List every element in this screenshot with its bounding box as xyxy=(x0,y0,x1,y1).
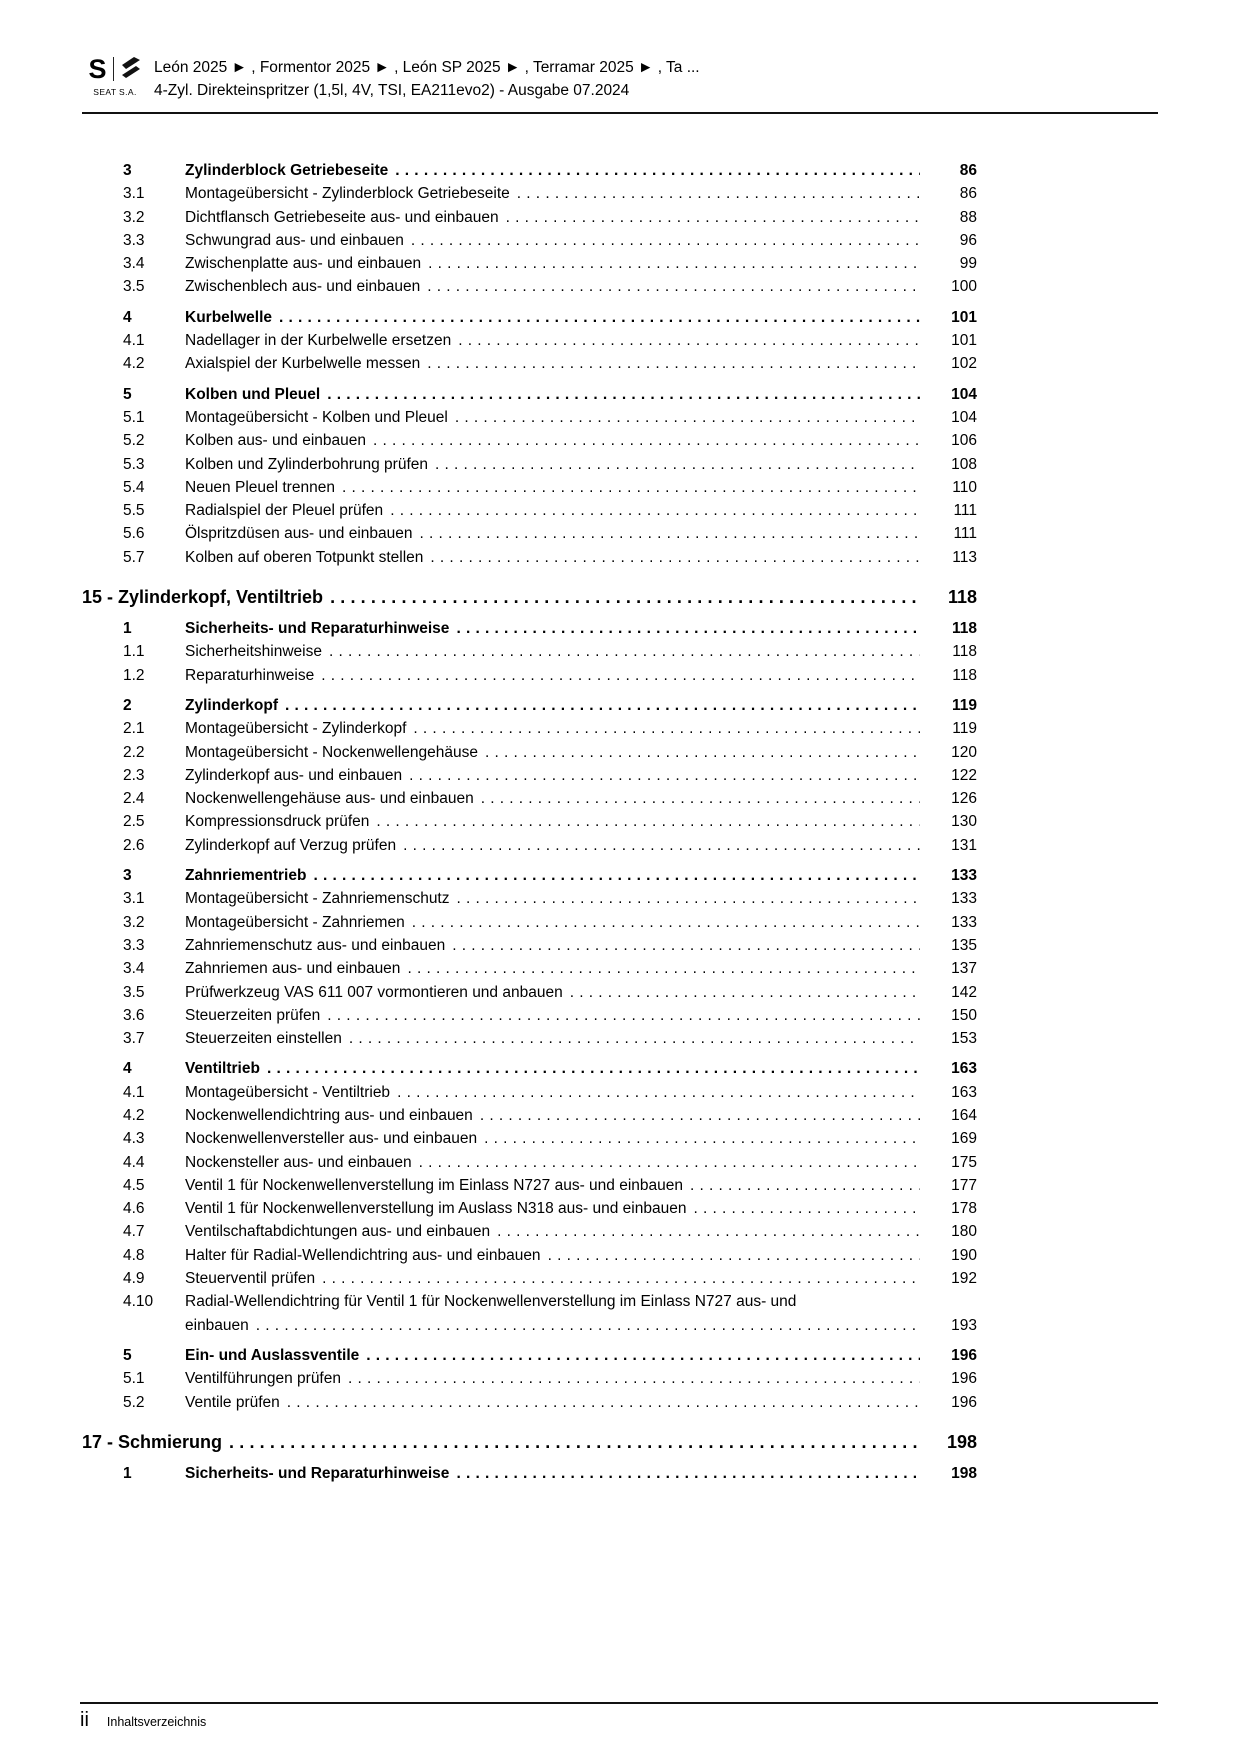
toc-entry-page: 106 xyxy=(951,432,977,450)
toc-entry-title: Neuen Pleuel trennen xyxy=(185,478,335,496)
toc-entry-title: Halter für Radial-Wellendichtring aus- und einbauen xyxy=(185,1246,541,1264)
toc-entry-page: 150 xyxy=(951,1006,977,1024)
toc-entry-page: 196 xyxy=(951,1370,977,1388)
dot-leader xyxy=(449,617,920,640)
dot-leader xyxy=(448,406,920,429)
toc-entry-page: 113 xyxy=(952,548,977,566)
dot-leader xyxy=(406,717,920,740)
toc-entry-page: 101 xyxy=(951,332,977,350)
dot-leader xyxy=(478,741,920,764)
toc-entry-title: Sicherheits- und Reparaturhinweise xyxy=(185,620,450,638)
dot-leader xyxy=(400,957,920,980)
toc-entry-page: 108 xyxy=(951,455,977,473)
toc-entry-number: 2.2 xyxy=(123,743,145,761)
toc-row-item xyxy=(82,1290,977,1337)
toc-entry-title: Zylinderkopf xyxy=(185,696,279,714)
dot-leader xyxy=(383,499,920,522)
toc-entry-title: Zahnriemenschutz aus- und einbauen xyxy=(185,936,446,954)
toc-entry-page: 111 xyxy=(953,502,977,520)
dot-leader xyxy=(249,1314,920,1337)
toc-entry-number: 4.5 xyxy=(123,1176,145,1194)
toc-row-item xyxy=(82,640,977,663)
toc-entry-page: 102 xyxy=(951,355,977,373)
toc-entry-number: 1 xyxy=(123,1464,132,1482)
toc-entry-number: 4.7 xyxy=(123,1223,145,1241)
dot-leader xyxy=(404,229,920,252)
dot-leader xyxy=(412,1151,920,1174)
toc-entry-number: 3.7 xyxy=(123,1030,145,1048)
toc-row-item xyxy=(82,664,977,687)
toc-entry-number: 3.3 xyxy=(123,231,145,249)
toc-entry-title: Sicherheits- und Reparaturhinweise xyxy=(185,1464,450,1482)
toc-entry-number: 3.2 xyxy=(123,208,145,226)
toc-entry-title: Kolben und Pleuel xyxy=(185,385,321,403)
toc-entry-page: 198 xyxy=(946,1431,977,1452)
toc-entry-number: 4.9 xyxy=(123,1270,145,1288)
toc-entry-page: 86 xyxy=(959,162,977,179)
toc-entry-number: 5.4 xyxy=(123,478,145,496)
dot-leader xyxy=(474,787,920,810)
toc-entry-number: 4.4 xyxy=(123,1153,145,1171)
toc-entry-title: Kolben auf oberen Totpunkt stellen xyxy=(185,548,424,566)
seat-logo-marks xyxy=(88,54,141,84)
toc-entry-number: 2.6 xyxy=(123,836,145,854)
toc-entry-number: 3.1 xyxy=(123,185,145,203)
toc-row-item xyxy=(82,1081,977,1104)
header-engine-line: 4-Zyl. Direkteinspritzer (1,5l, 4V, TSI, EA211evo2) - Ausgabe 07.2024 xyxy=(154,82,630,99)
toc-entry-title: Zylinderkopf auf Verzug prüfen xyxy=(185,836,397,854)
toc-row-item xyxy=(82,252,977,275)
table-of-contents xyxy=(82,152,977,1485)
toc-entry-title: 17 - Schmierung xyxy=(82,1431,223,1452)
dot-leader xyxy=(449,1462,920,1485)
toc-row-item xyxy=(82,887,977,910)
toc-entry-title: Kolben aus- und einbauen xyxy=(185,432,366,450)
toc-row-item xyxy=(82,1244,977,1267)
toc-row-section xyxy=(82,1462,977,1485)
dot-leader xyxy=(445,934,920,957)
toc-row-item xyxy=(82,182,977,205)
toc-entry-title: Schwungrad aus- und einbauen xyxy=(185,231,404,249)
toc-entry-title: Nockenwellenversteller aus- und einbauen xyxy=(185,1130,478,1148)
toc-entry-page: 119 xyxy=(952,720,977,738)
toc-entry-number: 1 xyxy=(123,620,132,638)
toc-row-item xyxy=(82,1220,977,1243)
toc-row-item xyxy=(82,329,977,352)
toc-entry-page: 133 xyxy=(951,890,977,908)
toc-entry-title: Ventiltrieb xyxy=(185,1060,260,1078)
toc-entry-title: Nockenwellendichtring aus- und einbauen xyxy=(185,1106,473,1124)
toc-row-item xyxy=(82,834,977,857)
toc-entry-title: Dichtflansch Getriebeseite aus- und einbauen xyxy=(185,208,499,226)
toc-entry-page: 192 xyxy=(951,1270,977,1288)
toc-entry-page: 119 xyxy=(951,696,977,714)
toc-entry-number: 4.2 xyxy=(123,355,145,373)
toc-entry-title: Montageübersicht - Ventiltrieb xyxy=(185,1083,391,1101)
toc-row-item xyxy=(82,1027,977,1050)
toc-entry-title: Axialspiel der Kurbelwelle messen xyxy=(185,355,421,373)
toc-entry-page: 118 xyxy=(951,620,977,638)
toc-entry-page: 104 xyxy=(951,408,977,426)
toc-entry-page: 118 xyxy=(947,587,977,608)
dot-leader xyxy=(563,981,920,1004)
seat-emblem-icon xyxy=(120,55,142,84)
toc-entry-page: 163 xyxy=(951,1060,977,1078)
toc-entry-page: 193 xyxy=(951,1316,977,1334)
seat-logo-caption: SEAT S.A. xyxy=(93,87,137,97)
toc-entry-number: 4.6 xyxy=(123,1200,145,1218)
toc-entry-page: 88 xyxy=(959,208,977,226)
toc-entry-number: 3 xyxy=(123,867,132,885)
toc-row-item xyxy=(82,453,977,476)
toc-row-item xyxy=(82,1267,977,1290)
toc-entry-number: 4.1 xyxy=(123,332,145,350)
toc-row-item xyxy=(82,957,977,980)
toc-entry-number: 3.1 xyxy=(123,890,145,908)
toc-entry-page: 110 xyxy=(952,478,977,496)
toc-entry-number: 3.4 xyxy=(123,255,145,273)
toc-row-chapter xyxy=(82,584,977,610)
dot-leader xyxy=(320,383,920,406)
toc-entry-title: Steuerzeiten einstellen xyxy=(185,1030,342,1048)
toc-entry-number: 3.6 xyxy=(123,1006,145,1024)
toc-entry-page: 133 xyxy=(951,867,977,885)
toc-entry-title: Steuerventil prüfen xyxy=(185,1270,316,1288)
toc-entry-page: 96 xyxy=(959,231,977,249)
toc-row-section xyxy=(82,864,977,887)
toc-entry-page: 190 xyxy=(951,1246,977,1264)
dot-leader xyxy=(451,329,920,352)
toc-entry-title: Zylinderblock Getriebeseite xyxy=(185,162,389,179)
toc-entry-number: 2 xyxy=(123,696,132,714)
toc-entry-title: einbauen xyxy=(185,1316,249,1334)
toc-row-item xyxy=(82,764,977,787)
toc-row-section xyxy=(82,617,977,640)
toc-entry-number: 2.1 xyxy=(123,720,145,738)
toc-entry-title: Ventilführungen prüfen xyxy=(185,1370,341,1388)
toc-row-item xyxy=(82,741,977,764)
toc-entry-page: 104 xyxy=(951,385,977,403)
toc-entry-title: Ventil 1 für Nockenwellenverstellung im Auslass N318 aus- und einbauen xyxy=(185,1200,687,1218)
toc-row-item xyxy=(82,406,977,429)
header-models-line: León 2025 ► , Formentor 2025 ► , León SP 2025 ► , Terramar 2025 ► , Ta ... xyxy=(154,59,700,76)
toc-entry-page: 86 xyxy=(959,185,977,203)
dot-leader xyxy=(315,1267,920,1290)
toc-entry-number: 5.6 xyxy=(123,525,145,543)
dot-leader xyxy=(396,834,920,857)
toc-row-item xyxy=(82,787,977,810)
toc-entry-page: 196 xyxy=(951,1346,977,1364)
dot-leader xyxy=(686,1197,920,1220)
toc-row-item xyxy=(82,229,977,252)
toc-row-section xyxy=(82,1057,977,1080)
toc-row-section xyxy=(82,694,977,717)
toc-entry-number: 4.8 xyxy=(123,1246,145,1264)
dot-leader xyxy=(421,252,920,275)
toc-entry-page: 180 xyxy=(951,1223,977,1241)
toc-row-item xyxy=(82,206,977,229)
toc-entry-title: Radial-Wellendichtring für Ventil 1 für Nockenwellenverstellung im Einlass N727 aus- und xyxy=(185,1293,797,1311)
toc-entry-page: 99 xyxy=(959,255,977,273)
toc-entry-number: 3.2 xyxy=(123,913,145,931)
toc-entry-number: 3.5 xyxy=(123,983,145,1001)
toc-entry-number: 4 xyxy=(123,1060,132,1078)
toc-row-item xyxy=(82,717,977,740)
page-header xyxy=(82,54,1158,114)
toc-entry-title: Sicherheitshinweise xyxy=(185,643,322,661)
toc-entry-title: Radialspiel der Pleuel prüfen xyxy=(185,502,384,520)
dot-leader xyxy=(450,887,921,910)
dot-leader xyxy=(473,1104,920,1127)
toc-entry-number: 1.1 xyxy=(123,643,145,661)
toc-entry-number: 3 xyxy=(123,162,132,179)
toc-entry-number: 5.5 xyxy=(123,502,145,520)
toc-row-item xyxy=(82,981,977,1004)
toc-entry-title: Prüfwerkzeug VAS 611 007 vormontieren und anbauen xyxy=(185,983,563,1001)
toc-entry-title: Ventil 1 für Nockenwellenverstellung im Einlass N727 aus- und einbauen xyxy=(185,1176,684,1194)
toc-row-item xyxy=(82,911,977,934)
toc-row-item xyxy=(82,934,977,957)
toc-row-item xyxy=(82,1197,977,1220)
toc-entry-title: Ein- und Auslassventile xyxy=(185,1346,360,1364)
toc-entry-number: 3.3 xyxy=(123,936,145,954)
toc-entry-page: 163 xyxy=(951,1083,977,1101)
toc-entry-page: 142 xyxy=(951,983,977,1001)
toc-row-item xyxy=(82,1391,977,1414)
toc-row-item xyxy=(82,1151,977,1174)
toc-entry-title: Ventile prüfen xyxy=(185,1393,280,1411)
dot-leader xyxy=(322,640,920,663)
toc-entry-page: 100 xyxy=(951,278,977,296)
toc-entry-page: 120 xyxy=(951,743,977,761)
toc-entry-number: 3.4 xyxy=(123,960,145,978)
dot-leader xyxy=(477,1127,920,1150)
toc-entry-number: 4 xyxy=(123,308,132,326)
toc-entry-title: Nockensteller aus- und einbauen xyxy=(185,1153,412,1171)
dot-leader xyxy=(388,159,920,182)
seat-logo xyxy=(82,54,148,102)
toc-entry-number: 4.2 xyxy=(123,1106,145,1124)
toc-entry-page: 122 xyxy=(951,766,977,784)
toc-entry-title: Ölspritzdüsen aus- und einbauen xyxy=(185,525,413,543)
toc-entry-title: Zahnriemen aus- und einbauen xyxy=(185,960,401,978)
toc-row-item xyxy=(82,499,977,522)
seat-logo-letter: S xyxy=(88,53,107,84)
toc-entry-page: 137 xyxy=(951,960,977,978)
dot-leader xyxy=(222,1429,920,1455)
toc-entry-title: Montageübersicht - Kolben und Pleuel xyxy=(185,408,448,426)
toc-row-item xyxy=(82,352,977,375)
dot-leader xyxy=(278,694,920,717)
toc-entry-title: Nadellager in der Kurbelwelle ersetzen xyxy=(185,332,452,350)
dot-leader xyxy=(323,584,920,610)
toc-entry-number: 4.10 xyxy=(123,1293,154,1311)
dot-leader xyxy=(490,1220,920,1243)
dot-leader xyxy=(420,275,920,298)
toc-row-section xyxy=(82,1344,977,1367)
dot-leader xyxy=(306,864,920,887)
toc-entry-page: 118 xyxy=(952,643,977,661)
toc-entry-title: Kurbelwelle xyxy=(185,308,272,326)
dot-leader xyxy=(359,1344,920,1367)
dot-leader xyxy=(541,1244,920,1267)
toc-row-section xyxy=(82,306,977,329)
toc-entry-number: 5.2 xyxy=(123,432,145,450)
dot-leader xyxy=(405,911,920,934)
toc-entry-title: Zylinderkopf aus- und einbauen xyxy=(185,766,403,784)
toc-entry-page: 126 xyxy=(951,790,977,808)
toc-entry-title: Reparaturhinweise xyxy=(185,666,315,684)
toc-entry-page: 164 xyxy=(951,1106,977,1124)
toc-entry-number: 2.3 xyxy=(123,766,145,784)
toc-row-item xyxy=(82,1104,977,1127)
footer-label: Inhaltsverzeichnis xyxy=(106,1715,207,1729)
dot-leader xyxy=(423,546,920,569)
toc-row-item xyxy=(82,429,977,452)
toc-entry-page: 135 xyxy=(951,936,977,954)
toc-entry-number: 2.5 xyxy=(123,813,145,831)
toc-row-item xyxy=(82,546,977,569)
toc-row-item xyxy=(82,1174,977,1197)
toc-entry-page: 133 xyxy=(951,913,977,931)
toc-entry-number: 5 xyxy=(123,385,132,403)
toc-entry-number: 5.2 xyxy=(123,1393,145,1411)
toc-entry-title: Steuerzeiten prüfen xyxy=(185,1006,321,1024)
toc-entry-page: 178 xyxy=(951,1200,977,1218)
toc-row-section xyxy=(82,159,977,182)
dot-leader xyxy=(320,1004,920,1027)
dot-leader xyxy=(280,1391,920,1414)
dot-leader xyxy=(341,1367,920,1390)
toc-entry-number: 4.3 xyxy=(123,1130,145,1148)
dot-leader xyxy=(402,764,920,787)
toc-entry-title: Zwischenblech aus- und einbauen xyxy=(185,278,421,296)
toc-entry-number: 5.1 xyxy=(123,408,145,426)
toc-entry-page: 196 xyxy=(951,1393,977,1411)
toc-entry-page: 131 xyxy=(951,836,977,854)
dot-leader xyxy=(314,664,920,687)
dot-leader xyxy=(272,306,920,329)
dot-leader xyxy=(428,453,920,476)
toc-entry-title: Zwischenplatte aus- und einbauen xyxy=(185,255,422,273)
toc-entry-title: Montageübersicht - Zylinderkopf xyxy=(185,720,407,738)
toc-entry-number: 4.1 xyxy=(123,1083,145,1101)
page-footer xyxy=(80,1702,1158,1731)
toc-entry-page: 111 xyxy=(953,525,977,543)
toc-row-section xyxy=(82,383,977,406)
dot-leader xyxy=(390,1081,920,1104)
dot-leader xyxy=(342,1027,920,1050)
toc-entry-number: 2.4 xyxy=(123,790,145,808)
toc-entry-number: 3.5 xyxy=(123,278,145,296)
toc-entry-title: Ventilschaftabdichtungen aus- und einbauen xyxy=(185,1223,491,1241)
header-text xyxy=(154,54,700,102)
toc-entry-title: Montageübersicht - Zahnriemenschutz xyxy=(185,890,450,908)
dot-leader xyxy=(366,429,920,452)
dot-leader xyxy=(335,476,920,499)
toc-row-item xyxy=(82,476,977,499)
toc-entry-title: Zahnriementrieb xyxy=(185,867,307,885)
toc-entry-page: 169 xyxy=(951,1130,977,1148)
dot-leader xyxy=(369,810,920,833)
toc-entry-title: Montageübersicht - Nockenwellengehäuse xyxy=(185,743,478,761)
toc-row-item xyxy=(82,522,977,545)
toc-entry-page: 175 xyxy=(951,1153,977,1171)
toc-entry-number: 5 xyxy=(123,1346,132,1364)
toc-row-chapter xyxy=(82,1429,977,1455)
toc-entry-page: 198 xyxy=(951,1464,977,1482)
toc-entry-page: 153 xyxy=(951,1030,977,1048)
toc-entry-number: 5.7 xyxy=(123,548,145,566)
toc-row-item xyxy=(82,1127,977,1150)
toc-entry-title: Montageübersicht - Zylinderblock Getriebeseite xyxy=(185,185,510,203)
footer-page-number: ii xyxy=(80,1709,89,1731)
toc-row-item xyxy=(82,1004,977,1027)
dot-leader xyxy=(260,1057,920,1080)
toc-entry-title: 15 - Zylinderkopf, Ventiltrieb xyxy=(82,587,324,608)
toc-entry-page: 177 xyxy=(951,1176,977,1194)
toc-entry-number: 1.2 xyxy=(123,666,145,684)
dot-leader xyxy=(499,206,920,229)
toc-entry-number: 5.3 xyxy=(123,455,145,473)
dot-leader xyxy=(420,352,920,375)
toc-row-item xyxy=(82,275,977,298)
dot-leader xyxy=(510,182,920,205)
toc-entry-number: 5.1 xyxy=(123,1370,145,1388)
dot-leader xyxy=(412,522,920,545)
toc-entry-title: Kompressionsdruck prüfen xyxy=(185,813,370,831)
toc-entry-title: Montageübersicht - Zahnriemen xyxy=(185,913,405,931)
toc-entry-title: Nockenwellengehäuse aus- und einbauen xyxy=(185,790,474,808)
toc-row-item xyxy=(82,1367,977,1390)
toc-row-item xyxy=(82,810,977,833)
dot-leader xyxy=(683,1174,920,1197)
logo-divider xyxy=(113,57,114,81)
toc-entry-page: 118 xyxy=(952,666,977,684)
toc-entry-page: 101 xyxy=(951,308,977,326)
toc-entry-page: 130 xyxy=(951,813,977,831)
toc-entry-title: Kolben und Zylinderbohrung prüfen xyxy=(185,455,429,473)
